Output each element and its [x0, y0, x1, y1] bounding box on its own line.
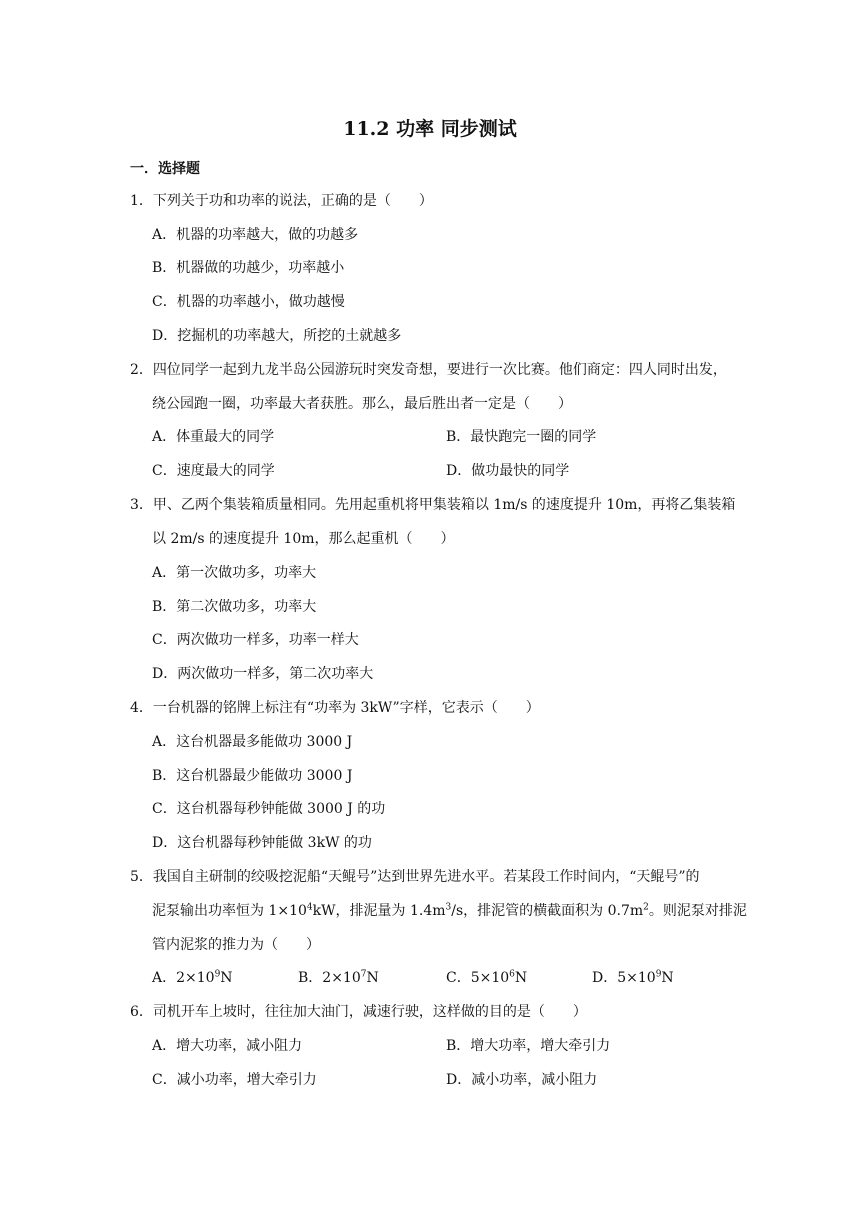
- question-2-stem-line-2: 绕公园跑一圈，功率最大者获胜。那么，最后胜出者一定是（ ）: [152, 396, 572, 412]
- question-6-stem: 6．司机开车上坡时，往往加大油门，减速行驶，这样做的目的是（ ）: [130, 1004, 587, 1020]
- document-title: 11.2 功率 同步测试: [343, 118, 517, 140]
- question-6-option-a: A．增大功率，减小阻力: [152, 1038, 303, 1054]
- question-4-stem: 4．一台机器的铭牌上标注有“功率为 3kW”字样，它表示（ ）: [130, 700, 540, 716]
- question-3-option-b: B．第二次做功多，功率大: [152, 599, 317, 615]
- question-5-option-b: B．$2\times 10^7N$: [298, 969, 379, 986]
- question-6-option-c: C．减小功率，增大牵引力: [152, 1072, 317, 1088]
- question-1-option-c: C．机器的功率越小，做功越慢: [152, 294, 345, 310]
- question-5-option-a: A．$2\times 10^9N$: [152, 969, 233, 986]
- question-2-option-a: A．体重最大的同学: [152, 429, 275, 445]
- question-4-option-c: C．这台机器每秒钟能做 3000 J 的功: [152, 801, 386, 817]
- question-4-option-a: A．这台机器最多能做功 3000 J: [152, 734, 353, 750]
- question-2-option-d: D．做功最快的同学: [446, 463, 570, 479]
- question-4-option-b: B．这台机器最少能做功 3000 J: [152, 768, 353, 784]
- question-6-option-b: B．增大功率，增大牵引力: [446, 1038, 611, 1054]
- question-5-stem-line-1: 5．我国自主研制的绞吸挖泥船“天鲲号”达到世界先进水平。若某段工作时间内，“天鲲号”的: [130, 869, 700, 885]
- question-4-option-d: D．这台机器每秒钟能做 3kW 的功: [152, 835, 372, 851]
- section-heading: 一．选择题: [130, 161, 200, 177]
- question-5-option-d: D．$5\times 10^9N$: [592, 969, 674, 986]
- question-1-stem: 1．下列关于功和功率的说法，正确的是（ ）: [130, 193, 433, 209]
- question-3-stem-line-2: 以 2m/s 的速度提升 10m，那么起重机（ ）: [152, 531, 455, 547]
- question-1-option-d: D．挖掘机的功率越大，所挖的土就越多: [152, 328, 402, 344]
- question-3-option-d: D．两次做功一样多，第二次功率大: [152, 666, 374, 682]
- question-1-option-b: B．机器做的功越少，功率越小: [152, 260, 345, 276]
- question-3-option-c: C．两次做功一样多，功率一样大: [152, 632, 359, 648]
- question-2-option-c: C．速度最大的同学: [152, 463, 275, 479]
- question-6-option-d: D．减小功率，减小阻力: [446, 1072, 598, 1088]
- question-5-stem-line-3: 管内泥浆的推力为（ ）: [152, 937, 320, 953]
- question-2-stem-line-1: 2．四位同学一起到九龙半岛公园游玩时突发奇想，要进行一次比赛。他们商定：四人同时出发，: [130, 362, 727, 378]
- question-1-option-a: A．机器的功率越大，做的功越多: [152, 227, 359, 243]
- question-3-option-a: A．第一次做功多，功率大: [152, 565, 317, 581]
- question-5-option-c: C．$5\times 10^6N$: [446, 969, 528, 986]
- question-3-stem-line-1: 3．甲、乙两个集装箱质量相同。先用起重机将甲集装箱以 1m/s 的速度提升 10m，再将乙集装箱: [130, 497, 736, 513]
- question-2-option-b: B．最快跑完一圈的同学: [446, 429, 597, 445]
- question-5-stem-line-2: 泥泵输出功率恒为 $1\times 10^4kW$，排泥量为 $1.4m^3/s$，排泥管的横截面积为 $0.7m^2$。则泥泵对排泥: [152, 902, 747, 919]
